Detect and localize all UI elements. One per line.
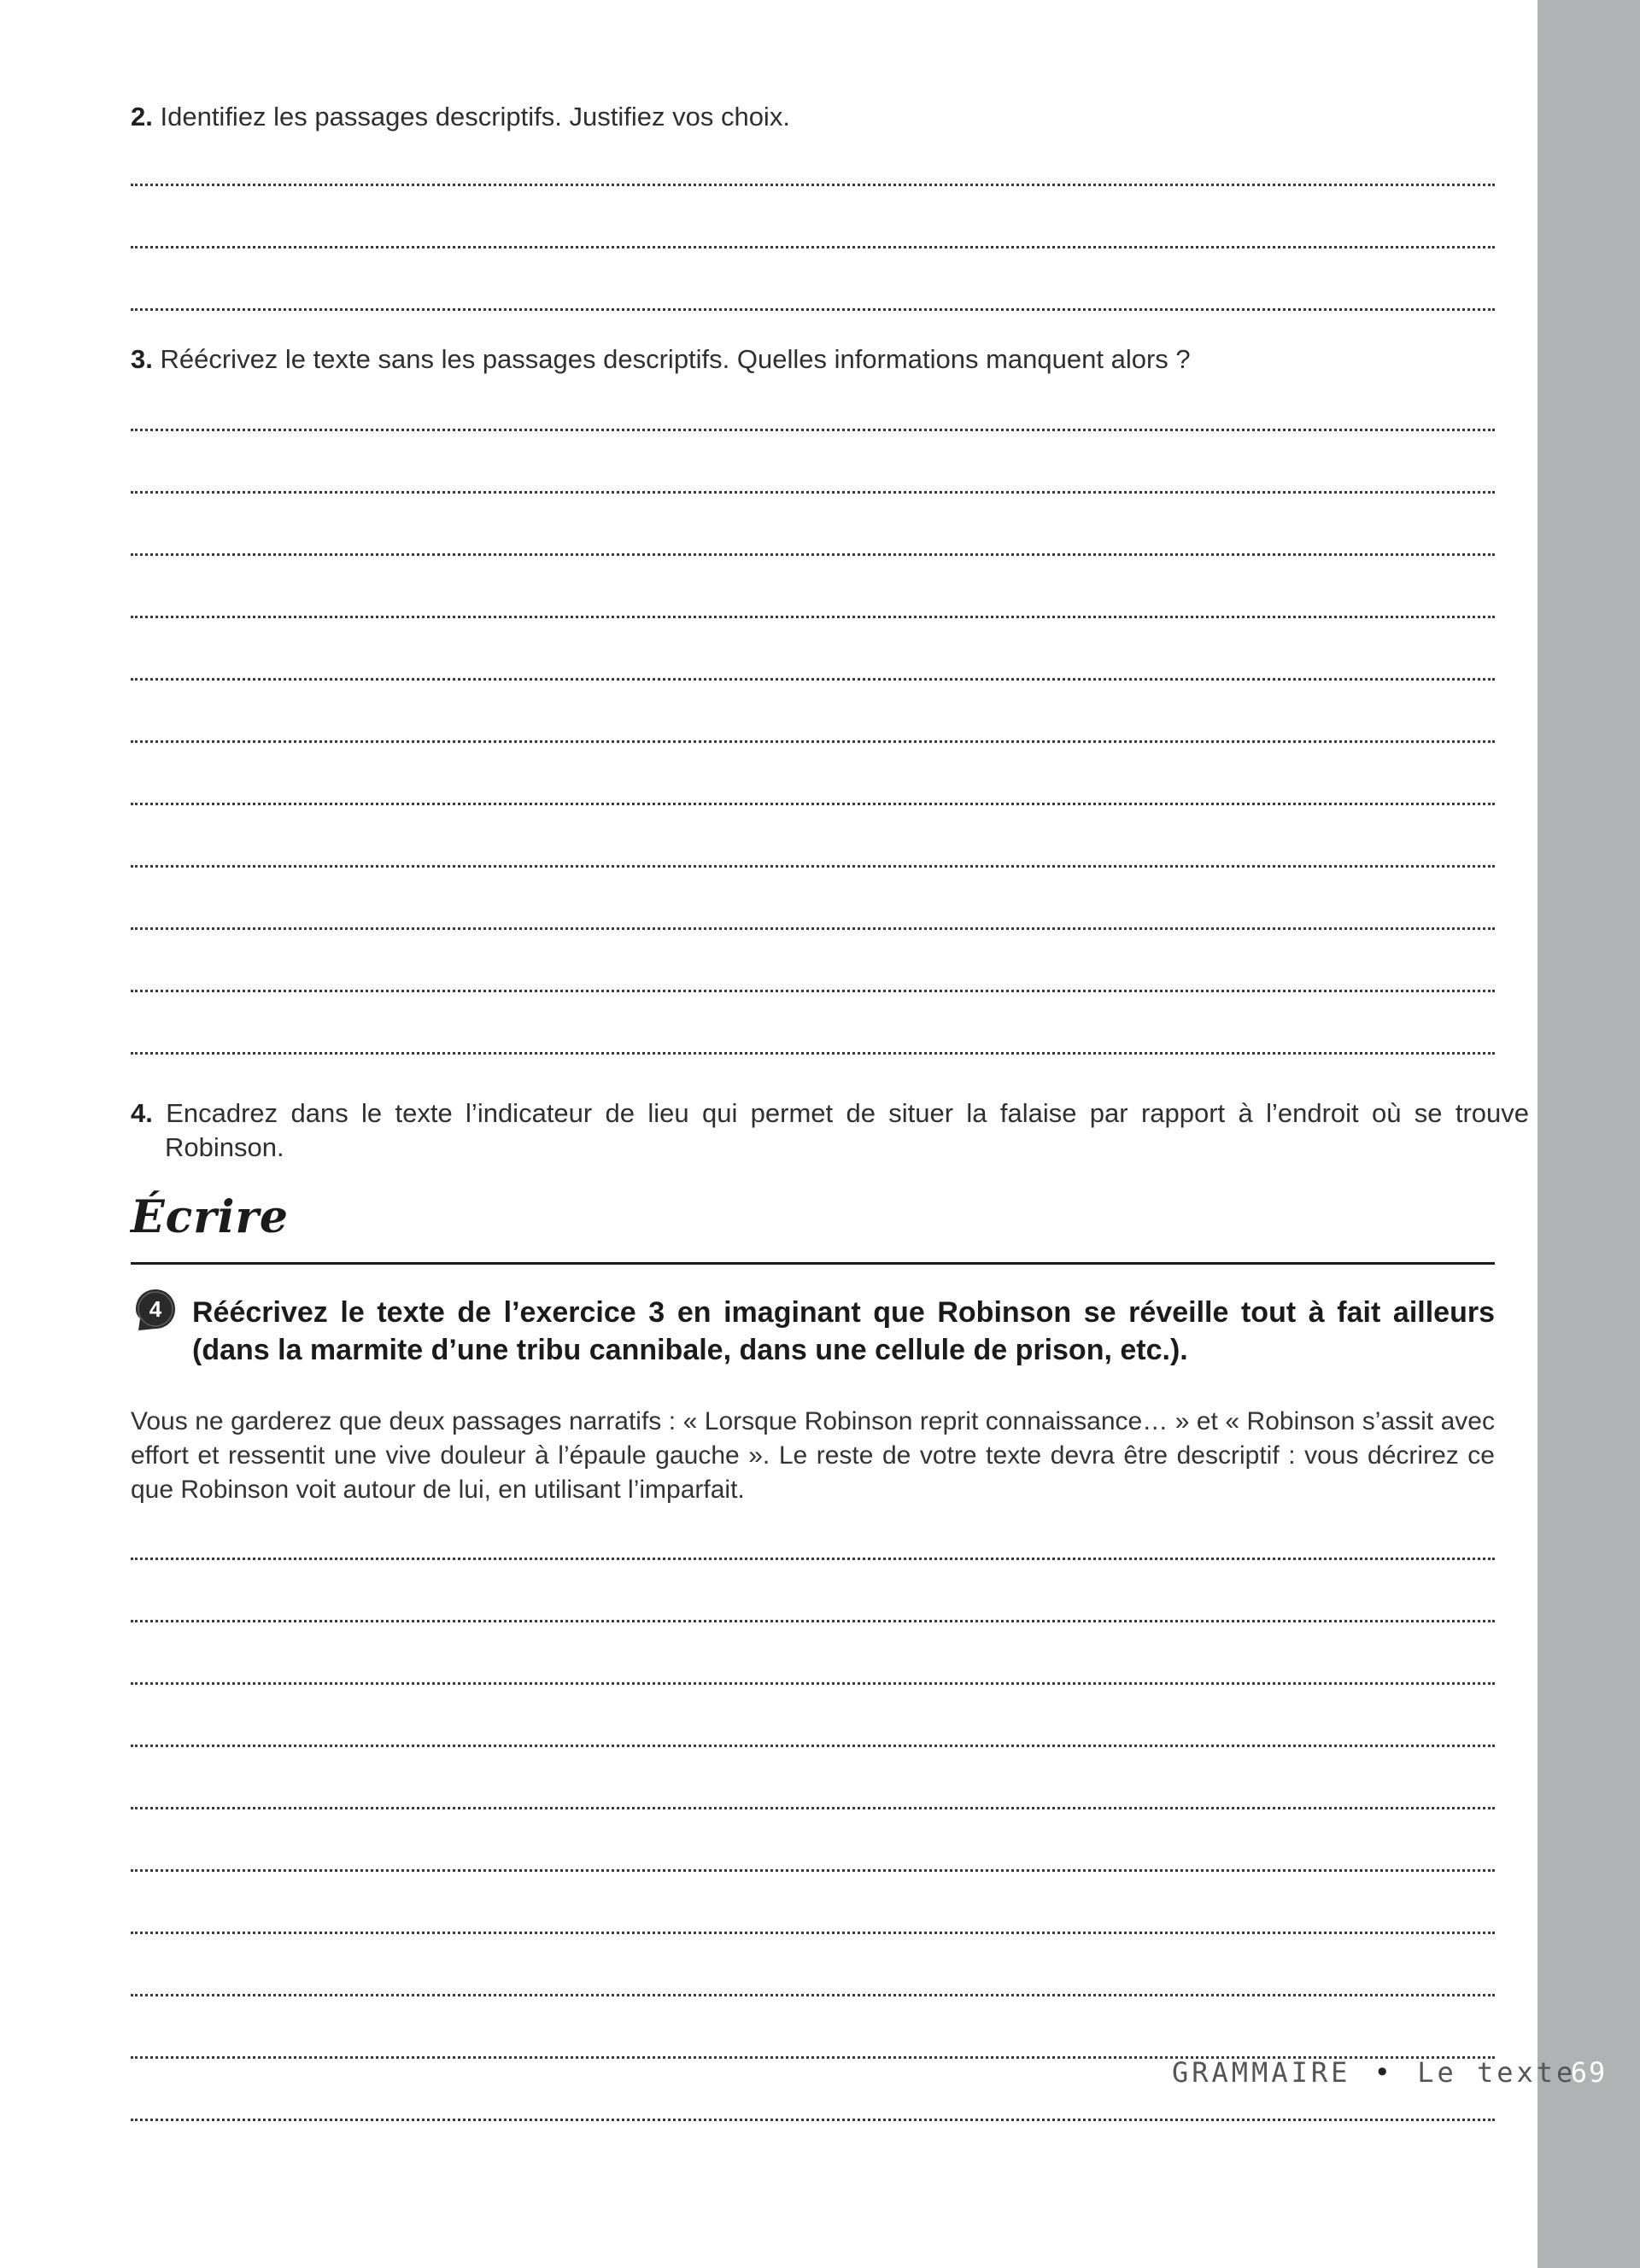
badge-pin-icon: [133, 1288, 178, 1332]
answer-line[interactable]: [131, 184, 1495, 186]
answer-line[interactable]: [131, 678, 1495, 681]
answer-line[interactable]: [131, 1620, 1495, 1622]
footer-subject: GRAMMAIRE: [1172, 2056, 1351, 2089]
question-3: [131, 342, 1495, 377]
question-4-number: 4.: [131, 1098, 153, 1128]
answer-line[interactable]: [131, 429, 1495, 431]
answer-line[interactable]: [131, 491, 1495, 494]
question-2-text: Identifiez les passages descriptifs. Justifiez vos choix.: [160, 102, 790, 132]
answer-line[interactable]: [131, 553, 1495, 556]
answer-line[interactable]: [131, 990, 1495, 992]
answer-line[interactable]: [131, 1558, 1495, 1560]
answer-line[interactable]: [131, 616, 1495, 618]
question-3-number: 3.: [131, 344, 153, 374]
answer-line[interactable]: [131, 740, 1495, 743]
answer-line[interactable]: [131, 246, 1495, 248]
section-title: Écrire: [131, 1191, 289, 1243]
answer-line[interactable]: [131, 803, 1495, 805]
question-2-number: 2.: [131, 102, 153, 132]
answer-line[interactable]: [131, 1869, 1495, 1872]
badge-number: 4: [149, 1296, 162, 1322]
answer-line[interactable]: [131, 1932, 1495, 1934]
answer-line[interactable]: [131, 1994, 1495, 1996]
answer-line[interactable]: [131, 2119, 1495, 2121]
answer-line[interactable]: [131, 1682, 1495, 1685]
exercise-number-badge: [133, 1288, 178, 1332]
answer-line[interactable]: [131, 1052, 1495, 1055]
answer-line[interactable]: [131, 865, 1495, 868]
footer-bullet: •: [1374, 2056, 1394, 2089]
exercise-title: Réécrivez le texte de l’exercice 3 en imaginant que Robinson se réveille tout à fait ailleurs (dans la marmite d’une tribu cannibale, dans une cellule de prison, etc.).: [192, 1296, 1495, 1366]
question-2: [131, 100, 1495, 134]
question-4-text: Encadrez dans le texte l’indicateur de lieu qui permet de situer la falaise par rapport à l’endroit où se trouve Robinson.: [165, 1098, 1530, 1162]
page-number: 69: [1570, 2056, 1608, 2089]
section-divider: [131, 1262, 1495, 1265]
question-4: [131, 1096, 1529, 1165]
answer-line[interactable]: [131, 1745, 1495, 1747]
footer-chapter: Le texte: [1417, 2056, 1577, 2089]
answer-line[interactable]: [131, 1807, 1495, 1809]
question-3-text: Réécrivez le texte sans les passages descriptifs. Quelles informations manquent alors ?: [160, 344, 1191, 374]
running-footer: [1172, 2056, 1576, 2089]
exercise-instructions: Vous ne garderez que deux passages narratifs : « Lorsque Robinson reprit connaissance… » et « Robinson s’assit avec effort et ressentit une vive douleur à l’épaule gauche ». Le reste de votre texte devra être descriptif : vous décrirez ce que Robinson voit autour de lui, en utilisant l’imparfait.: [131, 1407, 1495, 1504]
side-margin-band: [1538, 0, 1640, 2268]
answer-line[interactable]: [131, 927, 1495, 930]
answer-line[interactable]: [131, 308, 1495, 311]
